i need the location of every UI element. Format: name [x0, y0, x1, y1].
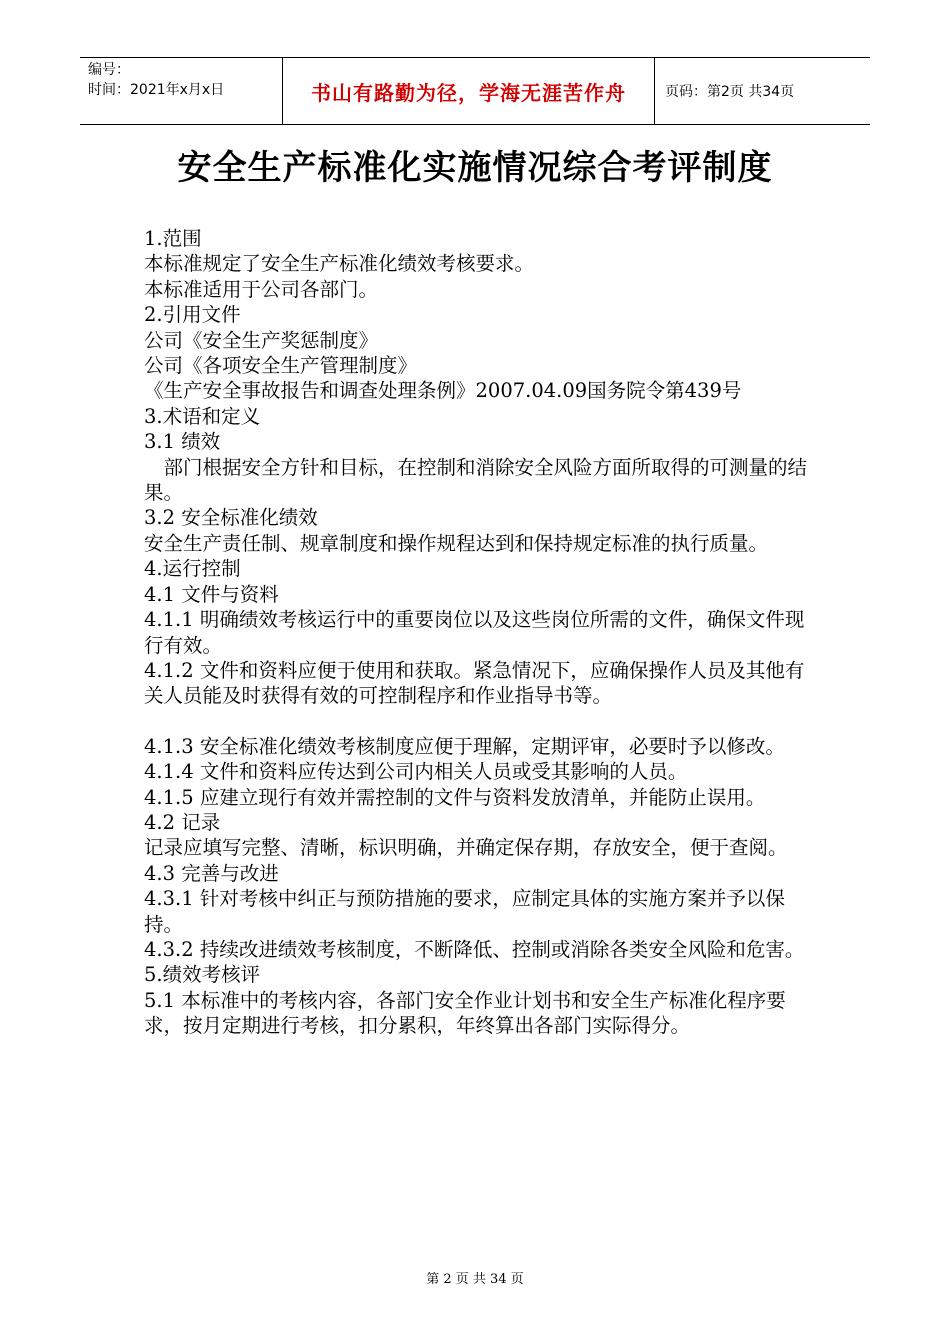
subsection-heading: 4.1 文件与资料: [144, 582, 279, 606]
subsection-heading: 4.2 记录: [144, 810, 221, 834]
page-footer: 第 2 页 共 34 页: [426, 1272, 524, 1287]
document-body: [144, 226, 808, 1039]
paragraph: 记录应填写完整、清晰，标识明确，并确定保存期，存放安全，便于查阅。: [144, 836, 788, 860]
subsection-heading: 4.3 完善与改进: [144, 861, 279, 885]
paragraph: 5.1 本标准中的考核内容，各部门安全作业计划书和安全生产标准化程序要求，按月定期进行考核，扣分累积，年终算出各部门实际得分。: [144, 988, 786, 1038]
paragraph: 安全生产责任制、规章制度和操作规程达到和保持规定标准的执行质量。: [144, 531, 769, 555]
paragraph: 本标准适用于公司各部门。: [144, 277, 379, 301]
paragraph: 4.1.2 文件和资料应便于使用和获取。紧急情况下，应确保操作人员及其他有关人员能及时获得有效的可控制程序和作业指导书等。: [144, 658, 805, 708]
section-heading: 3.术语和定义: [144, 404, 261, 428]
paragraph: 4.1.4 文件和资料应传达到公司内相关人员或受其影响的人员。: [144, 760, 688, 784]
paragraph: 公司《各项安全生产管理制度》: [144, 354, 418, 378]
paragraph: 公司《安全生产奖惩制度》: [144, 328, 379, 352]
document-number-label: 编号：: [88, 62, 130, 78]
page-header: [80, 57, 870, 125]
document-title: 安全生产标准化实施情况综合考评制度: [177, 148, 773, 188]
document-time-label: 时间：2021年x月x日: [88, 82, 225, 98]
section-heading: 4.运行控制: [144, 557, 241, 581]
paragraph: 部门根据安全方针和目标，在控制和消除安全风险方面所取得的可测量的结果。: [144, 455, 808, 505]
paragraph: 4.1.1 明确绩效考核运行中的重要岗位以及这些岗位所需的文件，确保文件现行有效。: [144, 608, 805, 657]
paragraph: 本标准规定了安全生产标准化绩效考核要求。: [144, 252, 535, 276]
section-heading: 1.范围: [144, 227, 202, 250]
header-motto: 书山有路勤为径，学海无涯苦作舟: [282, 58, 655, 124]
paragraph: 4.1.3 安全标准化绩效考核制度应便于理解，定期评审，必要时予以修改。: [144, 734, 785, 758]
paragraph: 4.3.1 针对考核中纠正与预防措施的要求，应制定具体的实施方案并予以保持。: [144, 887, 785, 936]
subsection-heading: 3.2 安全标准化绩效: [144, 506, 318, 530]
section-heading: 2.引用文件: [144, 303, 241, 327]
paragraph: 《生产安全事故报告和调查处理条例》2007.04.09国务院令第439号: [144, 379, 742, 403]
paragraph: 4.1.5 应建立现行有效并需控制的文件与资料发放清单，并能防止误用。: [144, 785, 766, 809]
subsection-heading: 3.1 绩效: [144, 430, 221, 454]
paragraph: 4.3.2 持续改进绩效考核制度，不断降低、控制或消除各类安全风险和危害。: [144, 937, 805, 961]
section-heading: 5.绩效考核评: [144, 963, 261, 987]
header-page-info: 页码：第2页 共34页: [665, 84, 795, 100]
header-meta: [80, 58, 282, 124]
